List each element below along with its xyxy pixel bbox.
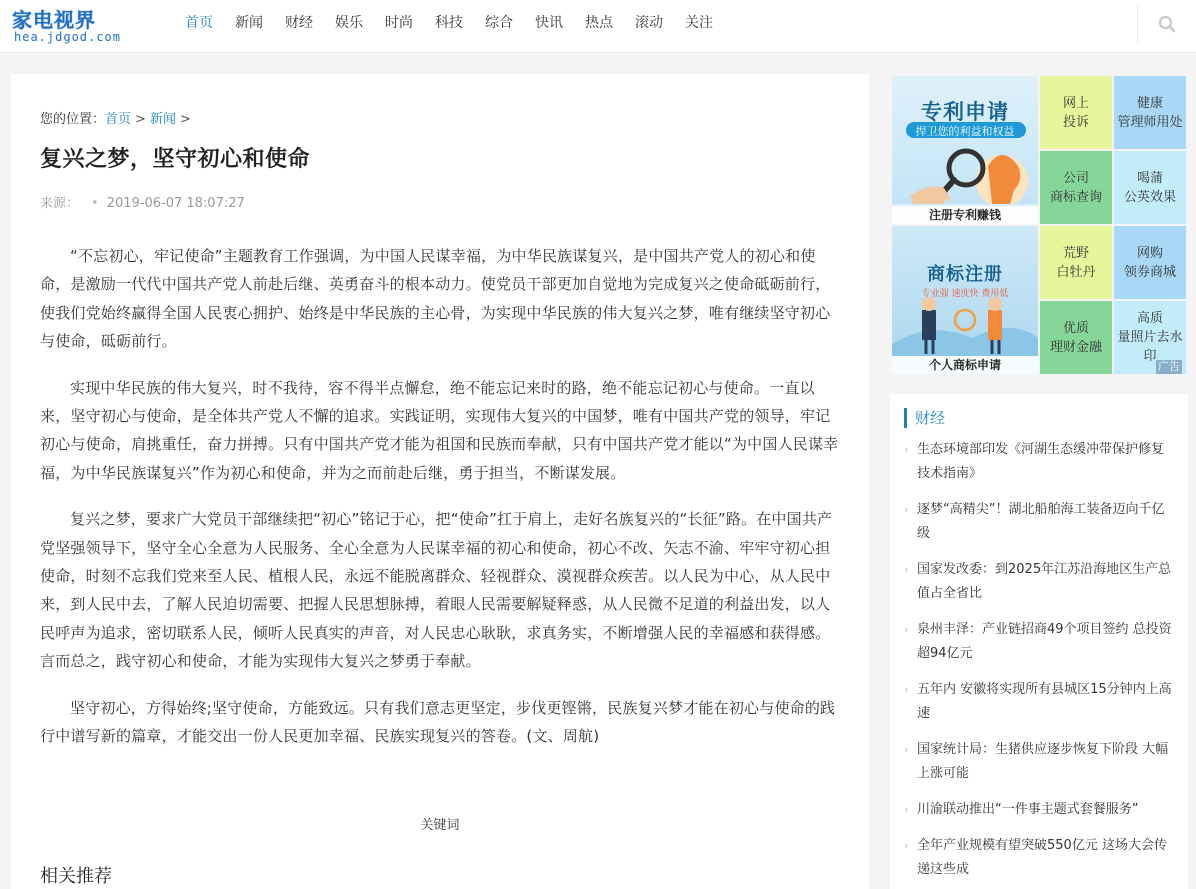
article-panel <box>11 74 869 889</box>
finance-item-title: 全年产业规模有望突破550亿元 这场大会传递这些成 <box>917 838 1167 877</box>
patent-subtitle: 捍卫您的利益和权益 <box>915 125 1015 138</box>
finance-item-title: 川渝联动推出“一件事主题式套餐服务” <box>917 802 1139 817</box>
logo-text: 家电视界 <box>12 8 96 32</box>
ad-tile-line1: 喝蒲 <box>1136 170 1163 186</box>
finance-item[interactable] <box>904 498 1174 546</box>
ad-tile-line2: 领券商城 <box>1123 264 1176 280</box>
bullet-icon: › <box>904 503 909 516</box>
ad-tile-line1: 优质 <box>1062 320 1089 336</box>
finance-item-title: 国家统计局：生猪供应逐步恢复下阶段 大幅上涨可能 <box>917 742 1169 781</box>
bullet-icon: › <box>904 839 909 852</box>
publish-date: 2019-06-07 18:07:27 <box>106 196 245 211</box>
main-nav <box>185 0 735 53</box>
ad-tile-line2: 商标查询 <box>1049 189 1102 205</box>
nav-item-flash[interactable]: 快讯 <box>535 15 563 31</box>
related-heading: 相关推荐 <box>40 866 112 887</box>
ad-tile-line1: 高质 <box>1136 311 1163 326</box>
ad-tile[interactable] <box>1114 76 1186 149</box>
ad-tile[interactable] <box>1040 76 1112 149</box>
ad-tile-line1: 网上 <box>1062 95 1089 111</box>
site-header <box>0 0 1196 53</box>
article-paragraph: “不忘初心，牢记使命”主题教育工作强调，为中国人民谋幸福，为中华民族谋复兴，是中国共产党人的初心和使命，是激励一代代中国共产党人前赴后继、英勇奋斗的根本动力。使党员干部更加自觉地为完成复兴之使命砥砺前行，使我们党始终赢得全国人民衷心拥护、始终是中华民族的主心骨，为实现中华民族的伟大复兴之梦，唯有继续坚守初心与使命，砥砺前行。 <box>40 247 831 351</box>
search-icon <box>1158 15 1176 33</box>
trademark-caption: 个人商标申请 <box>892 356 1038 374</box>
bullet-icon: › <box>904 683 909 696</box>
nav-item-rolling[interactable]: 滚动 <box>635 15 663 31</box>
nav-item-fashion[interactable]: 时尚 <box>385 15 413 31</box>
finance-item-title: 泉州丰泽：产业链招商49个项目签约 总投资超94亿元 <box>917 622 1172 661</box>
nav-item-general[interactable]: 综合 <box>485 15 513 31</box>
ad-tile-line2: 公英效果 <box>1123 189 1176 205</box>
finance-heading: 财经 <box>904 408 945 428</box>
ad-tile[interactable] <box>1114 226 1186 299</box>
ad-tile[interactable] <box>1040 226 1112 299</box>
finance-item-title: 国家发改委：到2025年江苏沿海地区生产总值占全省比 <box>917 562 1172 601</box>
breadcrumb-home[interactable]: 首页 <box>105 112 132 127</box>
bullet-icon: › <box>904 443 909 456</box>
finance-item-title: 逐梦“高精尖”！湖北船舶海工装备迈向千亿级 <box>917 502 1165 541</box>
sidebar-ad-grid <box>890 74 1188 376</box>
nav-item-follow[interactable]: 关注 <box>685 15 713 31</box>
ad-badge: 广告 <box>1158 360 1180 373</box>
ad-tile-line1: 荒野 <box>1062 245 1089 261</box>
finance-list <box>904 438 1174 889</box>
ad-tile[interactable] <box>1114 151 1186 224</box>
patent-caption: 注册专利赚钱 <box>892 206 1038 224</box>
ad-tile[interactable] <box>1040 151 1112 224</box>
keywords-label: 关键词 <box>420 818 460 833</box>
bullet-icon: › <box>904 563 909 576</box>
finance-item[interactable] <box>904 618 1174 666</box>
ad-tile[interactable] <box>1040 301 1112 374</box>
ad-patent[interactable] <box>892 76 1038 224</box>
bullet-icon: › <box>904 623 909 636</box>
finance-item[interactable] <box>904 438 1174 486</box>
ad-tile-line2: 理财金融 <box>1049 339 1102 355</box>
article-title: 复兴之梦，坚守初心和使命 <box>40 147 311 172</box>
site-logo[interactable] <box>12 4 134 46</box>
nav-item-finance[interactable]: 财经 <box>285 15 313 31</box>
article-paragraph: 实现中华民族的伟大复兴，时不我待，容不得半点懈怠，绝不能忘记来时的路，绝不能忘记初心与使命。一直以来，坚守初心与使命，是全体共产党人不懈的追求。实践证明，实现伟大复兴的中国梦，唯有中国共产党的领导，牢记初心与使命，肩挑重任，奋力拼搏。只有中国共产党才能为祖国和民族而奉献，只有中国共产党才能以“为中国人民谋幸福，为中华民族谋复兴”作为初心和使命，并为之而前赴后继，勇于担当，不断谋发展。 <box>40 378 839 482</box>
search-button[interactable] <box>1137 4 1196 44</box>
breadcrumb <box>40 108 195 127</box>
finance-item[interactable] <box>904 678 1174 726</box>
finance-panel <box>890 394 1188 889</box>
nav-item-home[interactable]: 首页 <box>185 15 213 31</box>
bullet-icon: › <box>904 743 909 756</box>
ad-tile-line2: 量照片去水印 <box>1117 330 1183 364</box>
trademark-title: 商标注册 <box>927 264 1003 285</box>
article-meta <box>40 192 245 211</box>
ad-tile-line2: 白牡丹 <box>1056 264 1096 280</box>
finance-item[interactable] <box>904 738 1174 786</box>
nav-item-news[interactable]: 新闻 <box>235 15 263 31</box>
finance-item-title: 五年内 安徽将实现所有县城区15分钟内上高速 <box>917 682 1172 721</box>
nav-item-tech[interactable]: 科技 <box>435 15 463 31</box>
finance-item[interactable] <box>904 834 1174 882</box>
ad-tile-line2: 投诉 <box>1062 114 1089 130</box>
trademark-illustration <box>892 226 1038 374</box>
trademark-subtitle: 专业强 速度快 费用低 <box>921 289 1009 299</box>
article-paragraph: 复兴之梦，要求广大党员干部继续把“初心”铭记于心，把“使命”扛于肩上，走好名族复兴的“长征”路。在中国共产党坚强领导下，坚守全心全意为人民服务、全心全意为人民谋幸福的初心和使命，初心不改、矢志不渝、牢牢守初心担使命，时刻不忘我们党来至人民、植根人民，永远不能脱离群众、轻视群众、漠视群众疾苦。以人民为中心，从人民中来，到人民中去，了解人民迫切需要、把握人民思想脉搏，着眼人民需要解疑释惑，从人民微不足道的利益出发，以人民呼声为追求，密切联系人民，倾听人民真实的声音，对人民忠心耿耿，求真务实，不断增强人民的幸福感和获得感。言而总之，践守初心和使命，才能为实现伟大复兴之梦勇于奉献。 <box>40 510 833 671</box>
nav-item-entertainment[interactable]: 娱乐 <box>335 15 363 31</box>
article-body <box>40 242 840 769</box>
bullet-icon: › <box>904 803 909 816</box>
ad-tile-line1: 健康 <box>1136 95 1163 111</box>
breadcrumb-separator: > <box>135 112 146 127</box>
nav-item-hot[interactable]: 热点 <box>585 15 613 31</box>
breadcrumb-separator: > <box>179 112 191 127</box>
ad-trademark[interactable] <box>892 226 1038 374</box>
finance-item-title: 生态环境部印发《河湖生态缓冲带保护修复技术指南》 <box>917 442 1165 481</box>
finance-item[interactable] <box>904 798 1174 822</box>
article-paragraph: 坚守初心，方得始终;坚守使命，方能致远。只有我们意志更坚定，步伐更铿锵，民族复兴梦才能在初心与使命的践行中谱写新的篇章，才能交出一份人民更加幸福、民族实现复兴的答卷。(文、周航) <box>40 698 836 746</box>
ad-tile-line1: 公司 <box>1062 170 1089 186</box>
breadcrumb-news[interactable]: 新闻 <box>149 112 176 127</box>
source-label: 来源： <box>40 196 80 211</box>
breadcrumb-label: 您的位置： <box>40 112 106 127</box>
finance-item[interactable] <box>904 558 1174 606</box>
meta-dot: • <box>91 196 99 211</box>
patent-title: 专利申请 <box>921 100 1009 124</box>
logo-url-text: hea.jdgod.com <box>14 30 121 44</box>
ad-tile-line2: 管理师用处 <box>1117 114 1183 130</box>
ad-tile-line1: 网购 <box>1136 245 1163 261</box>
